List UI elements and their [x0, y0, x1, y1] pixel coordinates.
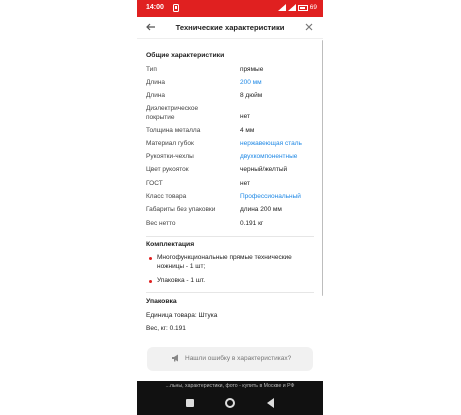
scrollbar[interactable] [322, 40, 323, 296]
notification-icon [173, 4, 179, 12]
signal-icon-2 [288, 4, 296, 11]
spec-key: Тип [146, 66, 157, 73]
spec-key: Рукоятки-чехлы [146, 153, 194, 160]
top-app-bar [137, 17, 323, 39]
spec-value: 0.191 кг [240, 220, 264, 227]
bullet-dot [149, 280, 152, 283]
status-bar [137, 0, 323, 17]
status-time: 14:00 [146, 4, 164, 11]
kit-item: Упаковка - 1 шт. [157, 277, 206, 284]
spec-value-link[interactable]: Профессиональный [240, 193, 301, 200]
close-icon[interactable] [303, 21, 315, 33]
spec-key: Вес нетто [146, 220, 176, 227]
spec-key: ГОСТ [146, 180, 163, 187]
battery-percent: 69 [309, 4, 317, 11]
section-divider [146, 292, 314, 293]
spec-key: Длина [146, 79, 166, 86]
spec-key: Толщина металла [146, 127, 201, 134]
spec-value-link[interactable]: двухкомпонентные [240, 153, 298, 160]
spec-value: 8 дюйм [240, 92, 263, 99]
spec-value-link[interactable]: нержавеющая сталь [240, 140, 302, 147]
spec-value: нет [240, 113, 250, 120]
spec-key: Диэлектрическое покрытие [146, 105, 199, 121]
signal-icon [278, 4, 286, 11]
spec-value: длина 200 мм [240, 206, 282, 213]
package-weight: Вес, кг: 0.191 [146, 325, 186, 332]
spec-value-link[interactable]: 200 мм [240, 79, 262, 86]
spec-value: черный/желтый [240, 166, 288, 173]
bullet-dot [149, 257, 152, 260]
spec-key: Цвет рукояток [146, 166, 189, 173]
package-unit: Единица товара: Штука [146, 312, 218, 319]
section-divider [146, 236, 314, 237]
spec-value: нет [240, 180, 250, 187]
spec-key: Материал губок [146, 140, 194, 147]
browser-bottom-bar [137, 381, 323, 415]
battery-icon [298, 5, 308, 11]
megaphone-icon [171, 353, 181, 363]
section-title-package: Упаковка [146, 298, 177, 305]
report-error-button[interactable] [147, 347, 313, 371]
spec-value: 4 мм [240, 127, 255, 134]
report-error-label: Нашли ошибку в характеристиках? [185, 355, 292, 362]
spec-value: прямые [240, 66, 264, 73]
page-url-title[interactable]: ...льны, характеристики, фото - купить в Москве и РФ [165, 383, 295, 389]
recent-apps-icon[interactable] [186, 399, 194, 407]
nav-back-icon[interactable] [267, 398, 274, 408]
kit-item: Многофункциональные прямые технические ножницы - 1 шт; [157, 254, 292, 270]
spec-key: Длина [146, 92, 166, 99]
spec-key: Класс товара [146, 193, 187, 200]
specs-content[interactable] [137, 40, 323, 381]
page-title: Технические характеристики [175, 23, 285, 32]
section-title-general: Общие характеристики [146, 52, 225, 59]
home-icon[interactable] [225, 398, 235, 408]
section-title-kit: Комплектация [146, 241, 195, 248]
phone-screen [137, 0, 323, 415]
spec-key: Габариты без упаковки [146, 206, 216, 213]
